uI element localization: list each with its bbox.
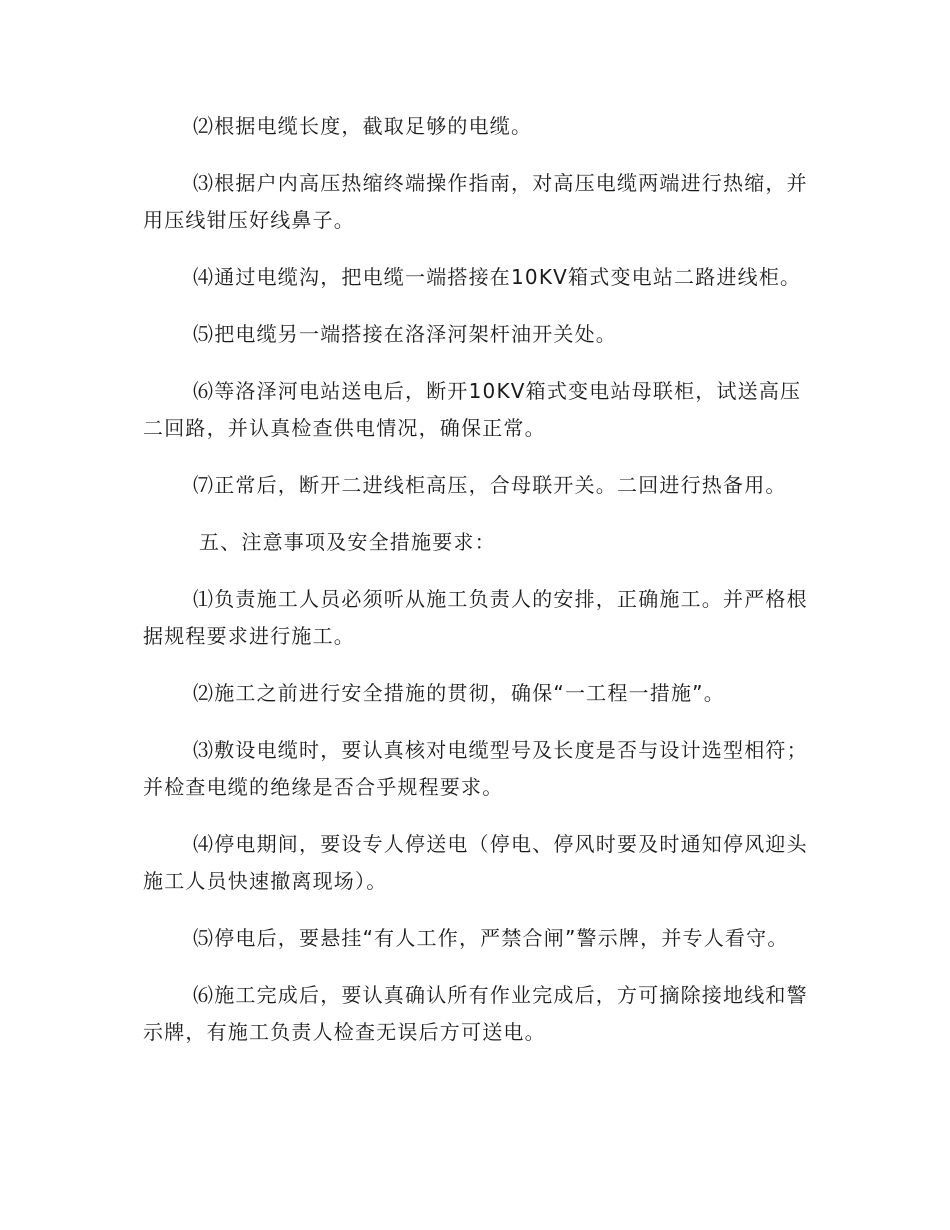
- paragraph-safety-3: ⑶敷设电缆时，要认真核对电缆型号及长度是否与设计选型相符；并检查电缆的绝缘是否合乎规程要求。: [143, 738, 808, 799]
- paragraph-step-4: ⑷通过电缆沟，把电缆一端搭接在10KV箱式变电站二路进线柜。: [193, 265, 802, 289]
- section-heading: 五、注意事项及安全措施要求：: [199, 530, 496, 554]
- paragraph-step-7: ⑺正常后，断开二进线柜高压，合母联开关。二回进行热备用。: [193, 473, 787, 497]
- paragraph-step-3: ⑶根据户内高压热缩终端操作指南，对高压电缆两端进行热缩，并用压线钳压好线鼻子。: [143, 171, 808, 232]
- paragraph-step-5: ⑸把电缆另一端搭接在洛泽河架杆油开关处。: [193, 322, 617, 346]
- paragraph-step-6: ⑹等洛泽河电站送电后，断开10KV箱式变电站母联柜，试送高压二回路，并认真检查供电情况，确保正常。: [143, 379, 802, 440]
- paragraph-safety-5: ⑸停电后，要悬挂“有人工作，严禁合闸”警示牌，并专人看守。: [193, 926, 789, 950]
- paragraph-safety-2: ⑵施工之前进行安全措施的贯彻，确保“一工程一措施”。: [193, 681, 725, 705]
- paragraph-step-2: ⑵根据电缆长度，截取足够的电缆。: [193, 114, 533, 138]
- paragraph-safety-4: ⑷停电期间，要设专人停送电（停电、停风时要及时通知停风迎头施工人员快速撤离现场）。: [143, 832, 808, 893]
- paragraph-safety-6: ⑹施工完成后，要认真确认所有作业完成后，方可摘除接地线和警示牌，有施工负责人检查无误后方可送电。: [143, 983, 808, 1044]
- document-body: [143, 108, 811, 1071]
- paragraph-safety-1: ⑴负责施工人员必须听从施工负责人的安排，正确施工。并严格根据规程要求进行施工。: [143, 587, 808, 648]
